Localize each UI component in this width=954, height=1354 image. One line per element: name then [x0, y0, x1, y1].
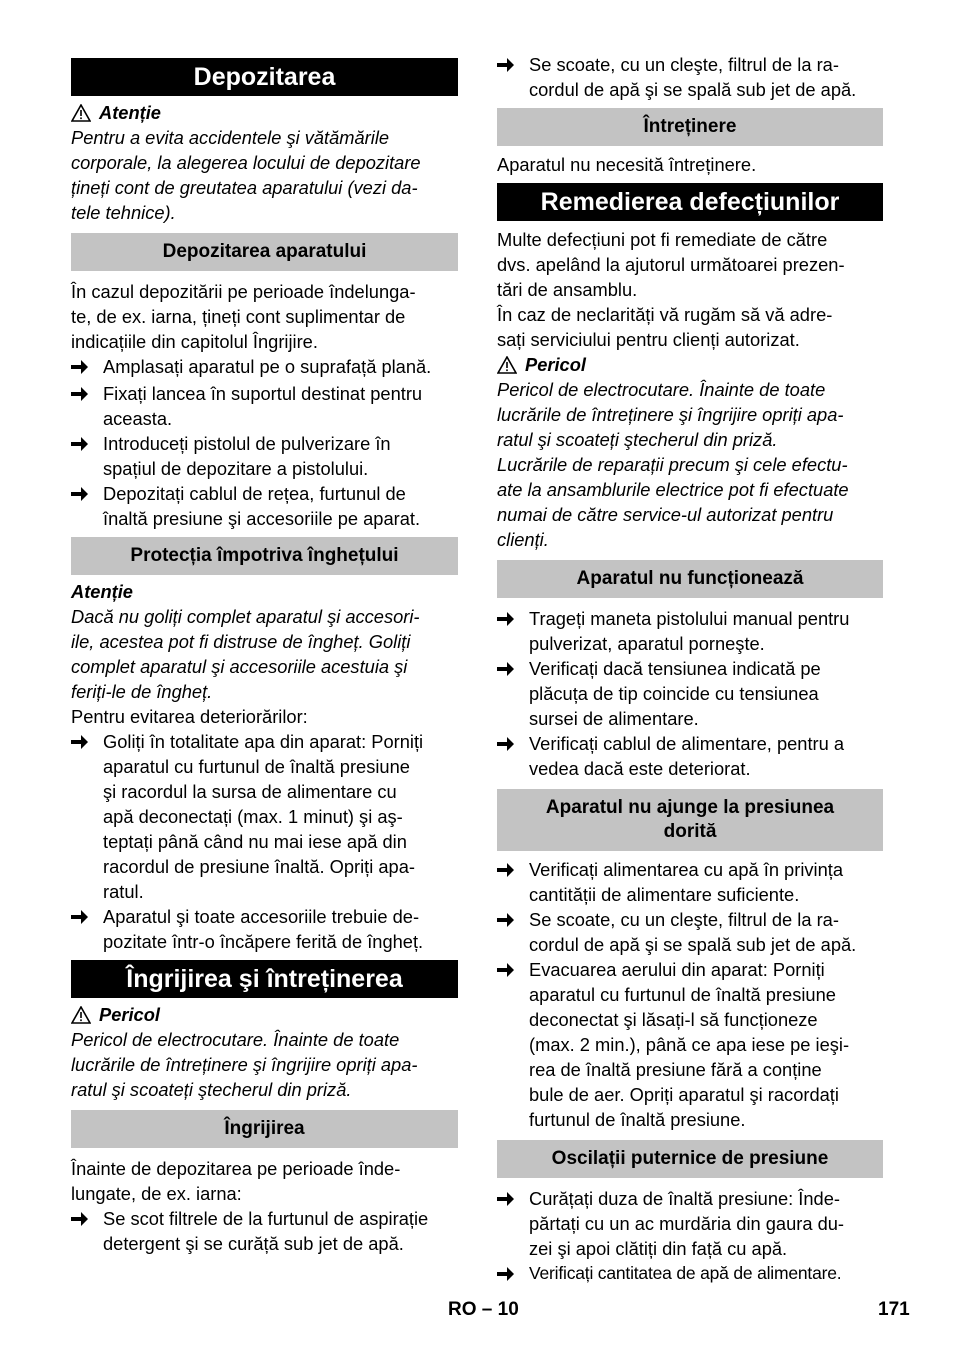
subheading-care: Îngrijirea — [71, 1110, 458, 1148]
maintenance-text: Aparatul nu necesită întreținere. — [497, 154, 757, 175]
arrow-icon — [71, 437, 88, 451]
arrow-icon — [497, 863, 514, 877]
troubleshooting-text: Multe defecțiuni pot fi remediate de către dvs. apelând la ajutorul următoarei prezen- tări de ansamblu. În caz de neclarități vă rugăm să vă adre- sați serviciului pentru clienți autorizat. — [497, 229, 845, 350]
section-heading-storage: Depozitarea — [71, 58, 458, 96]
not-working-bullet-list — [497, 606, 883, 781]
caution-title: Atenție — [71, 581, 133, 602]
arrow-icon — [71, 360, 88, 374]
arrow-icon — [497, 662, 514, 676]
warning-title: Atenție — [99, 102, 161, 123]
arrow-icon — [497, 1267, 514, 1281]
warning-label — [71, 100, 458, 125]
warning-text: Pentru a evita accidentele şi vătămările corporale, la alegerea locului de depozitare țineți cont de greutatea aparatului (vezi da- tele tehnice). — [71, 127, 421, 223]
list-item: Evacuarea aerului din aparat: Porniți aparatul cu furtunul de înaltă presiune deconectat şi lăsați-l să funcționeze (max. 2 min.), până ce apa iese pe ieşi- rea de înaltă presiune fără a conține bule de aer. Opriți aparatul şi racordați furtunul de înaltă presiune. — [497, 957, 883, 1132]
care-intro: Înainte de depozitarea pe perioade înde- lungate, de ex. iarna: — [71, 1158, 401, 1204]
danger-title: Pericol — [99, 1004, 160, 1025]
arrow-icon — [497, 1192, 514, 1206]
list-item: Verificați cantitatea de apă de alimentare. — [497, 1261, 883, 1288]
subheading-frost-protection: Protecția împotriva înghețului — [71, 537, 458, 575]
arrow-icon — [497, 737, 514, 751]
arrow-icon — [497, 963, 514, 977]
list-item: Se scot filtrele de la furtunul de aspirație detergent şi se curăță sub jet de apă. — [71, 1206, 458, 1256]
arrow-icon — [497, 913, 514, 927]
danger-text: Pericol de electrocutare. Înainte de toate lucrările de întreținere şi îngrijire opriți apa- ratul şi scoateți ştecherul din priză. — [71, 1029, 418, 1100]
arrow-icon — [497, 58, 514, 72]
oscillation-bullet-list — [497, 1186, 883, 1288]
subheading-storage-device: Depozitarea aparatului — [71, 233, 458, 271]
left-column — [71, 58, 458, 1256]
page-number: 171 — [878, 1299, 910, 1320]
warning-icon — [71, 104, 91, 122]
right-column — [497, 52, 883, 1288]
list-item: Se scoate, cu un cleşte, filtrul de la ra- cordul de apă şi se spală sub jet de apă. — [497, 52, 883, 102]
arrow-icon — [71, 910, 88, 924]
danger-label — [71, 1002, 458, 1027]
subheading-oscillation: Oscilații puternice de presiune — [497, 1140, 883, 1178]
warning-icon — [71, 1006, 91, 1024]
list-item: Aparatul şi toate accesoriile trebuie de- pozitate într-o încăpere ferită de îngheț. — [71, 904, 458, 954]
arrow-icon — [497, 612, 514, 626]
list-item: Curățați duza de înaltă presiune: Înde- părtați cu un ac murdăria din gaura du- zei şi apoi clătiți din față cu apă. — [497, 1186, 883, 1261]
list-item: Verificați dacă tensiunea indicată pe plăcuța de tip coincide cu tensiunea sursei de alimentare. — [497, 656, 883, 731]
danger-label — [497, 352, 883, 377]
list-item: Verificați alimentarea cu apă în privința cantității de alimentare suficiente. — [497, 857, 883, 907]
list-item: Goliți în totalitate apa din aparat: Porniți aparatul cu furtunul de înaltă presiune şi racordul la sursa de alimentare cu apă deconectați (max. 1 minut) şi aş- teptați până când nu mai iese apă din racordul de presiune înaltă. Opriți apa- ratul. — [71, 729, 458, 904]
storage-bullet-list — [71, 354, 458, 531]
list-item: Introduceți pistolul de pulverizare în spațiul de depozitare a pistolului. — [71, 431, 458, 481]
arrow-icon — [71, 387, 88, 401]
subheading-pressure: Aparatul nu ajunge la presiunea dorită — [497, 789, 883, 851]
subheading-not-working: Aparatul nu funcționează — [497, 560, 883, 598]
list-item: Se scoate, cu un cleşte, filtrul de la ra- cordul de apă şi se spală sub jet de apă. — [497, 907, 883, 957]
arrow-icon — [71, 1212, 88, 1226]
section-heading-care: Îngrijirea şi întreținerea — [71, 960, 458, 998]
arrow-icon — [71, 735, 88, 749]
pressure-bullet-list — [497, 857, 883, 1132]
list-item: Depozitați cablul de rețea, furtunul de înaltă presiune şi accesoriile pe aparat. — [71, 481, 458, 531]
danger-text: Pericol de electrocutare. Înainte de toate lucrările de întreținere şi îngrijire opriți apa- ratul şi scoateți ştecherul din priză. Lucrările de reparații precum şi cele efectu- ate la ansamblurile electrice pot fi efectuate numai de către service-ul autorizat pentru clienți. — [497, 379, 849, 550]
frost-bullet-list — [71, 729, 458, 954]
danger-title: Pericol — [525, 354, 586, 375]
warning-icon — [497, 356, 517, 374]
list-item: Fixați lancea în suportul destinat pentru aceasta. — [71, 381, 458, 431]
storage-intro: În cazul depozitării pe perioade îndelunga- te, de ex. iarna, țineți cont suplimentar de indicațiile din capitolul Îngrijire. — [71, 281, 416, 352]
list-item: Amplasați aparatul pe o suprafață plană. — [71, 354, 458, 381]
arrow-icon — [71, 487, 88, 501]
list-item: Verificați cablul de alimentare, pentru a vedea dacă este deteriorat. — [497, 731, 883, 781]
frost-intro: Pentru evitarea deteriorărilor: — [71, 706, 308, 727]
section-heading-troubleshooting: Remedierea defecțiunilor — [497, 183, 883, 221]
list-item: Trageți maneta pistolului manual pentru pulverizat, aparatul porneşte. — [497, 606, 883, 656]
page-label: RO – 10 — [448, 1299, 519, 1320]
caution-text: Dacă nu goliți complet aparatul şi accesori- ile, acestea pot fi distruse de îngheț. Goliți complet aparatul şi accesoriile acestuia şi feriți-le de îngheț. — [71, 606, 420, 702]
subheading-maintenance: Întreținere — [497, 108, 883, 146]
